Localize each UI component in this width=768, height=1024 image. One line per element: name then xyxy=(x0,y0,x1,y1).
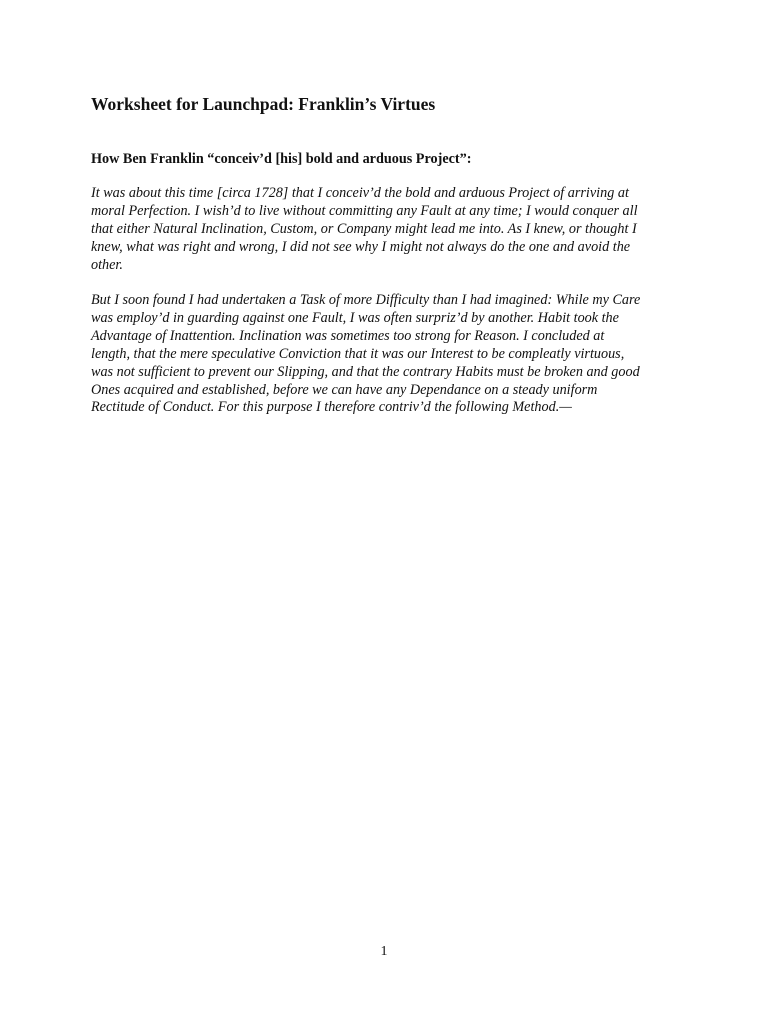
paragraph-line: But I soon found I had undertaken a Task of more Difficulty than I had imagined: While my Care xyxy=(91,292,641,308)
paragraph-line: Ones acquired and established, before we can have any Dependance on a steady uniform xyxy=(91,381,598,398)
paragraph-line: was not sufficient to prevent our Slipping, and that the contrary Habits must be broken and good xyxy=(91,363,640,380)
paragraph-line: Rectitude of Conduct. For this purpose I therefore contriv’d the following Method.— xyxy=(91,399,572,416)
quote-paragraph-1 xyxy=(91,185,691,275)
paragraph-line: that either Natural Inclination, Custom, or Company might lead me into. As I knew, or thought I xyxy=(91,220,637,237)
paragraph-line: was employ’d in guarding against one Fault, I was often surpriz’d by another. Habit took the xyxy=(91,309,619,326)
section-subtitle: How Ben Franklin “conceiv’d [his] bold and arduous Project”: xyxy=(91,151,472,167)
document-title: Worksheet for Launchpad: Franklin’s Virtues xyxy=(91,94,436,114)
paragraph-line: Advantage of Inattention. Inclination was sometimes too strong for Reason. I concluded at xyxy=(91,327,605,344)
quote-paragraph-2 xyxy=(91,292,691,417)
paragraph-line: other. xyxy=(91,256,123,273)
paragraph-line: moral Perfection. I wish’d to live without committing any Fault at any time; I would conquer all xyxy=(91,202,638,219)
paragraph-line: It was about this time [circa 1728] that I conceiv’d the bold and arduous Project of arriving at xyxy=(91,185,629,201)
page-number: 1 xyxy=(380,944,388,959)
paragraph-line: knew, what was right and wrong, I did not see why I might not always do the one and avoid the xyxy=(91,238,631,255)
paragraph-line: length, that the mere speculative Conviction that it was our Interest to be compleatly virtuous, xyxy=(91,345,625,362)
